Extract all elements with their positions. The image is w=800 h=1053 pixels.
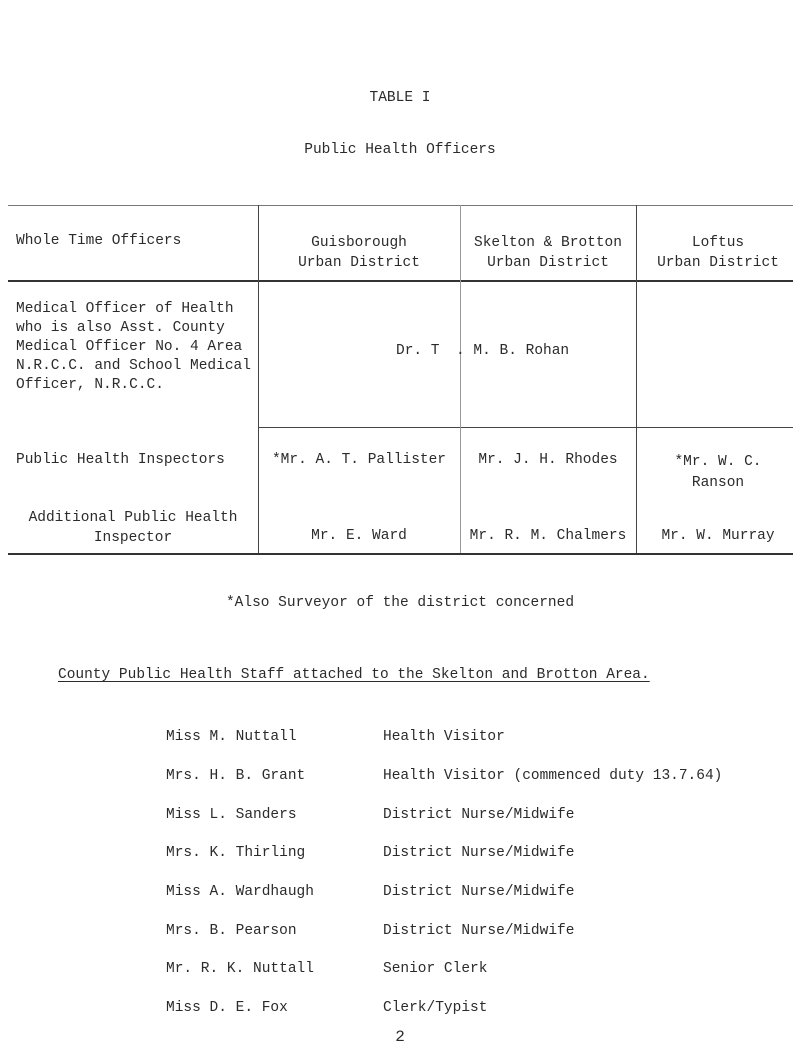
- staff-role: Senior Clerk: [383, 961, 488, 977]
- header-loftus: Loftus Urban District: [657, 235, 779, 271]
- list-item: [0, 845, 800, 865]
- row-aphi-guisborough: Mr. E. Ward: [311, 528, 407, 544]
- table-subtitle: Public Health Officers: [304, 142, 496, 158]
- list-item: [0, 729, 800, 749]
- footnote: *Also Surveyor of the district concerned: [225, 595, 575, 611]
- row-aphi-loftus: Mr. W. Murray: [661, 528, 775, 544]
- staff-role: District Nurse/Midwife: [383, 807, 575, 823]
- staff-name: Miss M. Nuttall: [166, 729, 297, 745]
- list-item: [0, 768, 800, 788]
- row-phi-loftus: *Mr. W. C. Ranson: [674, 454, 762, 491]
- staff-role: Health Visitor (commenced duty 13.7.64): [383, 768, 723, 784]
- staff-name: Mrs. H. B. Grant: [166, 768, 306, 784]
- staff-name: Miss D. E. Fox: [166, 1000, 288, 1016]
- staff-name: Mrs. B. Pearson: [166, 923, 297, 939]
- list-item: [0, 1000, 800, 1020]
- row-phi-label: Public Health Inspectors: [16, 452, 225, 468]
- staff-role: District Nurse/Midwife: [383, 884, 575, 900]
- list-item: [0, 884, 800, 904]
- list-item: [0, 807, 800, 827]
- row-rule: [258, 427, 793, 428]
- header-whole-time: Whole Time Officers: [16, 233, 182, 249]
- staff-role: Health Visitor: [383, 729, 505, 745]
- list-item: [0, 923, 800, 943]
- header-rule: [8, 280, 793, 282]
- staff-role: District Nurse/Midwife: [383, 845, 575, 861]
- staff-name: Mrs. K. Thirling: [166, 845, 306, 861]
- row-aphi-skelton: Mr. R. M. Chalmers: [469, 528, 627, 544]
- page-number: 2: [395, 1028, 405, 1046]
- list-item: [0, 961, 800, 981]
- row-phi-guisborough: *Mr. A. T. Pallister: [271, 452, 447, 468]
- staff-name: Miss A. Wardhaugh: [166, 884, 314, 900]
- table-bottom-rule: [8, 553, 793, 555]
- row-phi-skelton: Mr. J. H. Rhodes: [478, 452, 618, 468]
- staff-name: Mr. R. K. Nuttall: [166, 961, 314, 977]
- header-guisborough: Guisborough Urban District: [298, 235, 420, 271]
- staff-role: District Nurse/Midwife: [383, 923, 575, 939]
- table-title: TABLE I: [369, 90, 431, 106]
- staff-heading: County Public Health Staff attached to the Skelton and Brotton Area.: [58, 667, 650, 683]
- staff-name: Miss L. Sanders: [166, 807, 297, 823]
- header-skelton-brotton: Skelton & Brotton Urban District: [474, 235, 622, 271]
- row-moh-label: Medical Officer of Health who is also Asst. County Medical Officer No. 4 Area N.R.C.C. and School Medical Officer, N.R.C.C.: [16, 301, 251, 393]
- table-top-rule: [8, 205, 793, 206]
- row-aphi-label: Additional Public Health Inspector: [28, 510, 238, 546]
- row-moh-skelton: . M. B. Rohan: [456, 343, 570, 359]
- row-moh-guisborough: Dr. T: [396, 343, 440, 359]
- staff-role: Clerk/Typist: [383, 1000, 488, 1016]
